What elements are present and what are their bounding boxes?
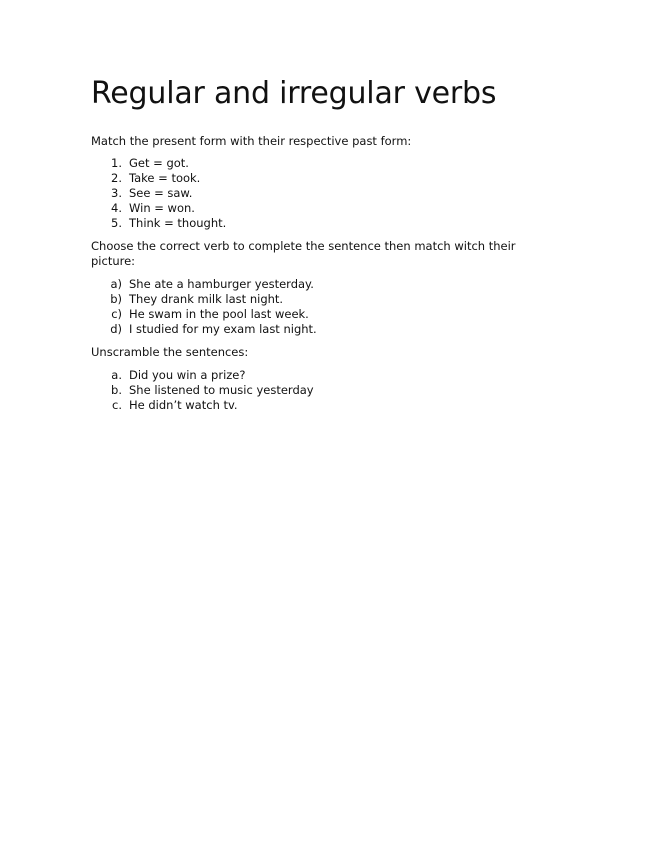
section2-list <box>91 277 317 337</box>
list-item <box>91 201 226 216</box>
list-marker: 4. <box>111 201 122 215</box>
list-marker: 1. <box>111 156 122 170</box>
list-item <box>91 398 314 413</box>
list-item-text: He swam in the pool last week. <box>129 307 309 321</box>
list-item <box>91 171 226 186</box>
list-item-text: Think = thought. <box>129 216 227 230</box>
section1-instruction: Match the present form with their respective past form: <box>91 134 412 148</box>
list-item-text: I studied for my exam last night. <box>129 322 317 336</box>
list-marker: 2. <box>111 171 122 185</box>
list-item-text: She listened to music yesterday <box>129 383 314 397</box>
list-item <box>91 292 317 307</box>
list-marker: 5. <box>111 216 122 230</box>
list-item-text: He didn’t watch tv. <box>129 398 238 412</box>
list-marker: b) <box>110 292 122 306</box>
section1-list <box>91 156 226 231</box>
list-item <box>91 277 317 292</box>
list-item-text: Did you win a prize? <box>129 368 246 382</box>
list-item-text: They drank milk last night. <box>129 292 284 306</box>
list-marker: c) <box>111 307 122 321</box>
list-item <box>91 216 226 231</box>
list-item <box>91 156 226 171</box>
section2-instruction: Choose the correct verb to complete the sentence then match witch their picture: <box>91 239 516 268</box>
page-title: Regular and irregular verbs <box>91 76 497 111</box>
list-marker: a) <box>110 277 122 291</box>
list-marker: 3. <box>111 186 122 200</box>
list-marker: b. <box>111 383 122 397</box>
list-marker: d) <box>110 322 122 336</box>
list-item <box>91 322 317 337</box>
section3-instruction: Unscramble the sentences: <box>91 345 249 359</box>
list-item <box>91 368 314 383</box>
list-item-text: See = saw. <box>129 186 193 200</box>
list-item-text: Take = took. <box>129 171 201 185</box>
list-item-text: Get = got. <box>129 156 189 170</box>
list-item <box>91 383 314 398</box>
section3-list <box>91 368 314 413</box>
list-item <box>91 307 317 322</box>
list-marker: a. <box>111 368 122 382</box>
list-item-text: Win = won. <box>129 201 195 215</box>
list-item <box>91 186 226 201</box>
list-marker: c. <box>112 398 122 412</box>
list-item-text: She ate a hamburger yesterday. <box>129 277 314 291</box>
